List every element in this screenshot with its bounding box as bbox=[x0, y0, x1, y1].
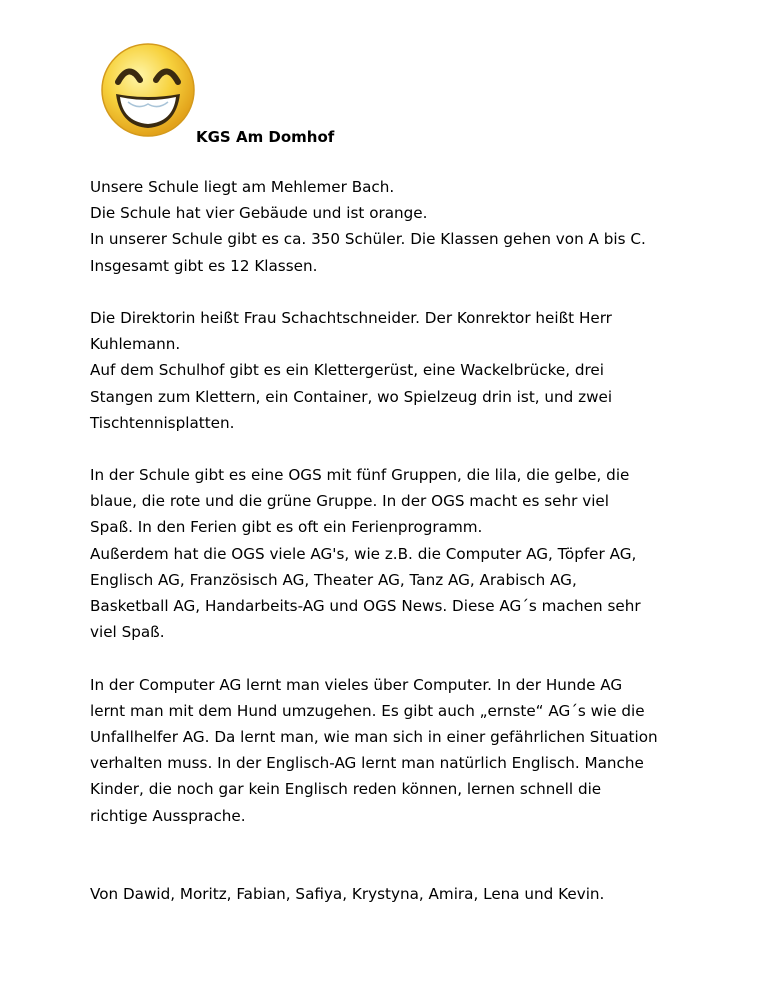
text-line: Insgesamt gibt es 12 Klassen. bbox=[90, 256, 318, 275]
text-line: Unfallhelfer AG. Da lernt man, wie man sich in einer gefährlichen Situation bbox=[90, 727, 658, 746]
text-line: Basketball AG, Handarbeits-AG und OGS News. Diese AG´s machen sehr bbox=[90, 597, 641, 615]
text-line: In der Computer AG lernt man vieles über Computer. In der Hunde AG bbox=[90, 675, 623, 694]
text-line: Außerdem hat die OGS viele AG's, wie z.B. die Computer AG, Töpfer AG, bbox=[90, 544, 637, 563]
text-line: richtige Aussprache. bbox=[90, 806, 246, 825]
text-line: Spaß. In den Ferien gibt es oft ein Ferienprogramm. bbox=[90, 518, 483, 537]
signature: Von Dawid, Moritz, Fabian, Safiya, Krystyna, Amira, Lena und Kevin. bbox=[90, 885, 605, 904]
page-title: KGS Am Domhof bbox=[196, 128, 335, 146]
text-line: In unserer Schule gibt es ca. 350 Schüler. Die Klassen gehen von A bis C. bbox=[90, 230, 646, 249]
text-line: Unsere Schule liegt am Mehlemer Bach. bbox=[90, 178, 395, 196]
text-line: Stangen zum Klettern, ein Container, wo Spielzeug drin ist, und zwei bbox=[90, 387, 613, 406]
text-line: Die Schule hat vier Gebäude und ist orange. bbox=[90, 204, 428, 223]
grinning-smiley-icon bbox=[98, 40, 198, 140]
text-line: Die Direktorin heißt Frau Schachtschneider. Der Konrektor heißt Herr bbox=[90, 308, 612, 327]
text-line: Englisch AG, Französisch AG, Theater AG, Tanz AG, Arabisch AG, bbox=[90, 570, 577, 589]
text-line: In der Schule gibt es eine OGS mit fünf Gruppen, die lila, die gelbe, die bbox=[90, 466, 630, 485]
text-line: blaue, die rote und die grüne Gruppe. In der OGS macht es sehr viel bbox=[90, 492, 609, 511]
text-line: lernt man mit dem Hund umzugehen. Es gibt auch „ernste“ AG´s wie die bbox=[90, 701, 645, 720]
text-line: Auf dem Schulhof gibt es ein Klettergerüst, eine Wackelbrücke, drei bbox=[90, 361, 604, 380]
text-line: verhalten muss. In der Englisch-AG lernt man natürlich Englisch. Manche bbox=[90, 754, 644, 773]
text-line: Kinder, die noch gar kein Englisch reden können, lernen schnell die bbox=[90, 780, 602, 799]
document-body bbox=[90, 174, 690, 907]
text-line: Kuhlemann. bbox=[90, 335, 181, 354]
text-line: Tischtennisplatten. bbox=[90, 413, 235, 432]
text-line: viel Spaß. bbox=[90, 623, 165, 642]
